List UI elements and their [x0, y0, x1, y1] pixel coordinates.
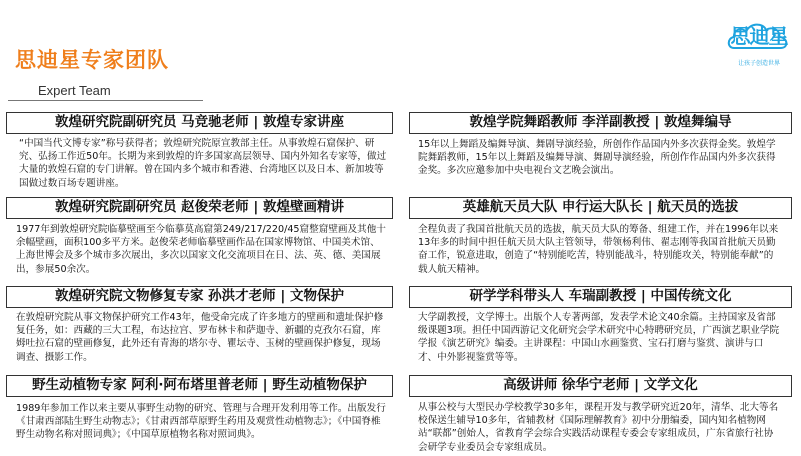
expert-name-box: 敦煌研究院文物修复专家 孙洪才老师 | 文物保护: [6, 286, 393, 308]
expert-description: 1989年参加工作以来主要从事野生动物的研究、管理与合理开发利用等工作。出版发行《甘肃西部陆生野生动物志》；《甘肃西部草原野生药用及观赏性动植物志》；《中国脊椎野生动物名称对照词典》；《中国草原植物名称对照词典》。: [16, 403, 386, 441]
expert-description: 全程负责了我国首批航天员的选拔，航天员大队的筹备、组建工作，并在1996年以来13年多的时间中担任航天员大队主管领导，带领杨利伟、翟志刚等我国首批航天员勤奋工作，锐意进取，创造了“特别能吃苦，特别能战斗，特别能攻关，特别能奉献”的载人航天精神。: [418, 224, 779, 275]
brand-logo: [726, 18, 792, 68]
expert-description: 15年以上舞蹈及编舞导演、舞剧导演经验，所创作作品国内外多次获得金奖。敦煌学院舞蹈教师，15年以上舞蹈及编舞导演、舞剧导演经验，所创作作品国内外多次获得金奖。多次应邀参加中央电视台文艺晚会演出。: [418, 139, 776, 177]
logo-tagline: 让孩子创造世界: [737, 60, 780, 67]
expert-name-box: 英雄航天员大队 申行运大队长 | 航天员的选拔: [409, 197, 792, 219]
expert-name-box: 敦煌研究院副研究员 赵俊荣老师 | 敦煌壁画精讲: [6, 197, 393, 219]
expert-description: 1977年到敦煌研究院临摹壁画至今临摹莫高窟第249/217/220/45窟整窟壁画及其他十余幅壁画，面积100多平方米。赵俊荣老师临摹壁画作品在国家博物馆、中国美术馆、上海世博会及多个城市多次展出，多次以国家文化交流项目在日、法、英、德、美国展出，参展50余次。: [16, 224, 386, 275]
page-subtitle: Expert Team: [38, 83, 111, 98]
expert-name-box: 敦煌研究院副研究员 马竞驰老师 | 敦煌专家讲座: [6, 112, 393, 134]
expert-name-box: 高级讲师 徐华宁老师 | 文学文化: [409, 375, 792, 397]
logo-text: 思迪星: [730, 24, 788, 48]
page-title: 思迪星专家团队: [15, 48, 169, 72]
expert-name-box: 研学学科带头人 车瑞副教授 | 中国传统文化: [409, 286, 792, 308]
expert-description: 大学副教授，文学博士。出版个人专著两部，发表学术论文40余篇。主持国家及省部级课题3项。担任中国西游记文化研究会学术研究中心特聘研究员，广西演艺职业学院学报《演艺研究》编委。主讲课程：中国山水画鉴赏、宝石打磨与鉴赏、演讲与口才、中外影视鉴赏等等。: [418, 312, 780, 363]
expert-description: 从事公校与大型民办学校教学30多年，课程开发与教学研究近20年，清华、北大等名校保送生辅导10多年，省辅教材《国际理解教育》初中分册编委，国内知名植物网站“联都”创始人，省教育学会综合实践活动课程专委会专家组成员，广东省旅行社协会研学专业委员会专家组成员。: [418, 402, 779, 453]
expert-name-box: 野生动植物专家 阿利·阿布塔里普老师 | 野生动植物保护: [6, 375, 393, 397]
title-underline: [8, 100, 203, 101]
expert-description: “中国当代文博专家”称号获得者；敦煌研究院原宣教部主任。从事敦煌石窟保护、研究、弘扬工作近50年。长期为来到敦煌的许多国家高层领导、国内外知名专家等，做过大量的敦煌石窟的专门讲解。曾在国内多个城市和香港、台湾地区以及日本、新加坡等国做过数百场专题讲座。: [19, 138, 387, 189]
expert-description: 在敦煌研究院从事文物保护研究工作43年，他受命完成了许多地方的壁画和遗址保护修复任务，如：西藏的三大工程，布达拉宫、罗布林卡和萨迦寺、新疆的克孜尔石窟，库姆吐拉石窟的壁画修复，此外还有青海的塔尔寺、瞿坛寺、玉树的壁画保护修复，现场调查、摄影工作。: [16, 312, 384, 363]
expert-name-box: 敦煌学院舞蹈教师 李洋副教授 | 敦煌舞编导: [409, 112, 792, 134]
